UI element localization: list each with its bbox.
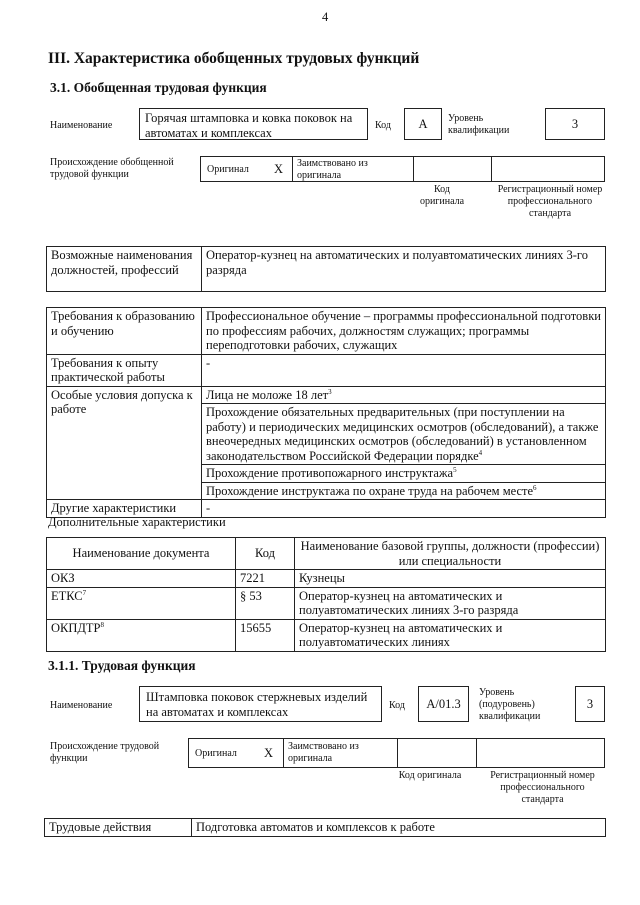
special-1: Лица не моложе 18 лет	[206, 387, 329, 402]
gtf-level-box	[545, 108, 605, 140]
gtf-code-box	[404, 108, 442, 140]
additional-table	[46, 537, 606, 652]
gtf-name-label: Наименование	[50, 120, 113, 131]
row-name: Оператор-кузнец на автоматических и полуавтоматических линиях	[295, 619, 606, 651]
table-row	[47, 308, 606, 355]
requirements-table	[46, 307, 606, 518]
special-1-sup: 3	[328, 387, 332, 396]
special-cell-2	[202, 404, 606, 465]
tf-code-orig-caption: Код оригинала	[398, 770, 462, 781]
table-row	[47, 587, 606, 619]
tf-code-box	[418, 686, 469, 722]
row-name: Кузнецы	[295, 570, 606, 588]
other-label: Другие характеристики	[47, 500, 202, 518]
row-code: 7221	[236, 570, 295, 588]
gtf-level-value: 3	[571, 117, 579, 131]
row-doc	[47, 587, 236, 619]
special-3: Прохождение противопожарного инструктажа	[206, 466, 454, 480]
col-code-header: Код	[236, 538, 295, 570]
table-row	[47, 386, 606, 404]
row-doc-sup: 8	[100, 620, 105, 629]
tf-origin-divider-3	[476, 739, 477, 767]
tf-level-value: 3	[586, 697, 594, 711]
possible-names-table	[46, 246, 606, 292]
gtf-origin-box	[200, 156, 605, 182]
gtf-heading: 3.1. Обобщенная трудовая функция	[50, 80, 267, 95]
special-4-sup: 6	[533, 483, 537, 492]
row-doc-sup: 7	[82, 588, 87, 597]
table-row	[47, 247, 606, 292]
gtf-code-orig-caption: Код оригинала	[419, 184, 465, 207]
gtf-origin-label: Происхождение обобщенной трудовой функции	[50, 157, 174, 180]
table-row	[47, 538, 606, 570]
col-name-header: Наименование базовой группы, должности (профессии) или специальности	[295, 538, 606, 570]
tf-origin-box	[188, 738, 605, 768]
row-doc	[47, 619, 236, 651]
gtf-reg-caption: Регистрационный номер профессионального стандарта	[497, 184, 603, 219]
exp-value: -	[202, 354, 606, 386]
tf-heading: 3.1.1. Трудовая функция	[48, 658, 196, 673]
additional-heading: Дополнительные характеристики	[48, 515, 226, 529]
gtf-original-label: Оригинал	[207, 164, 249, 175]
row-doc-text: ОКПДТР	[51, 620, 101, 635]
row-doc-text: ЕТКС	[51, 588, 83, 603]
tf-original-label: Оригинал	[195, 748, 237, 759]
row-doc	[47, 570, 236, 588]
special-3-sup: 5	[453, 465, 457, 474]
edu-label: Требования к образованию и обучению	[47, 308, 202, 355]
row-code: 15655	[236, 619, 295, 651]
tf-code-label: Код	[389, 700, 405, 711]
tf-original-mark: X	[264, 746, 274, 760]
table-row	[47, 570, 606, 588]
gtf-original-mark: X	[274, 162, 284, 176]
page-number: 4	[322, 10, 329, 24]
gtf-name-box	[139, 108, 368, 140]
tf-code-value: A/01.3	[426, 697, 461, 711]
special-label: Особые условия допуска к работе	[47, 386, 202, 500]
actions-label: Трудовые действия	[45, 819, 192, 837]
section-title: III. Характеристика обобщенных трудовых функций	[48, 50, 420, 67]
possible-names-value: Оператор-кузнец на автоматических и полуавтоматических линиях 3-го разряда	[202, 247, 606, 292]
tf-name-label: Наименование	[50, 700, 113, 711]
other-value: -	[202, 500, 606, 518]
exp-label: Требования к опыту практической работы	[47, 354, 202, 386]
row-name: Оператор-кузнец на автоматических и полуавтоматических линиях 3-го разряда	[295, 587, 606, 619]
gtf-level-label: Уровень квалификации	[448, 113, 510, 136]
tf-origin-divider-2	[397, 739, 398, 767]
table-row	[47, 619, 606, 651]
gtf-origin-divider-2	[413, 157, 414, 181]
tf-level-label: Уровень (подуровень) квалификации	[479, 687, 541, 722]
actions-table	[44, 818, 606, 837]
special-cell-3	[202, 465, 606, 483]
tf-name-box	[139, 686, 382, 722]
special-2-sup: 4	[478, 448, 483, 457]
special-cell-1	[202, 386, 606, 404]
tf-borrowed-label: Заимствовано из оригинала	[288, 741, 359, 764]
gtf-borrowed-label: Заимствовано из оригинала	[297, 158, 368, 181]
gtf-origin-divider	[292, 157, 293, 181]
table-row	[47, 354, 606, 386]
gtf-code-label: Код	[375, 120, 391, 131]
row-code: § 53	[236, 587, 295, 619]
tf-origin-label: Происхождение трудовой функции	[50, 741, 160, 764]
possible-names-label: Возможные наименования должностей, профессий	[47, 247, 202, 292]
gtf-origin-divider-3	[491, 157, 492, 181]
edu-value: Профессиональное обучение – программы профессиональной подготовки по профессиям рабочих, должностям служащих; программы переподготовки рабочих, служащих	[202, 308, 606, 355]
special-cell-4	[202, 482, 606, 500]
tf-name-value: Штамповка поковок стержневых изделий на автоматах и комплексах	[146, 690, 368, 719]
row-doc-text: ОКЗ	[51, 571, 75, 585]
tf-level-box	[575, 686, 605, 722]
table-row	[45, 819, 606, 837]
special-2: Прохождение обязательных предварительных (при поступлении на работу) и периодических медицинских осмотров (обследований), а также внеочередных медицинских осмотров (обследований) в установленном законодательством Российской Федерации порядке	[206, 405, 599, 463]
special-4: Прохождение инструктажа по охране труда на рабочем месте	[206, 483, 534, 498]
gtf-name-value: Горячая штамповка и ковка поковок на автоматах и комплексах	[145, 111, 353, 140]
col-doc-header: Наименование документа	[47, 538, 236, 570]
tf-reg-caption: Регистрационный номер профессионального стандарта	[490, 770, 595, 805]
actions-value: Подготовка автоматов и комплексов к работе	[192, 819, 606, 837]
gtf-code-value: A	[418, 117, 428, 131]
tf-origin-divider	[283, 739, 284, 767]
